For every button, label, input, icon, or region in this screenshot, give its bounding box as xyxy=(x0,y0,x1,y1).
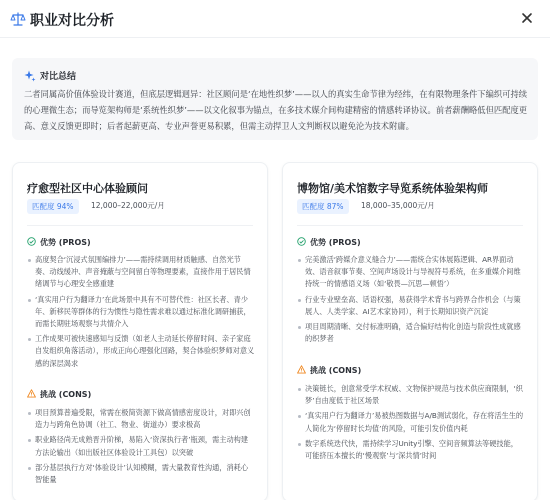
comparison-summary xyxy=(12,58,538,140)
salary-range: 12,000–22,000元/月 xyxy=(91,201,165,210)
divider xyxy=(297,225,523,226)
warning-triangle-icon xyxy=(27,389,36,398)
list-item: ‘真实用户行为翻译力’易被热图数据与A/B测试弱化，存在将活生生的人简化为‘停留时长均值’的风险，可能引发价值内耗 xyxy=(297,410,525,434)
check-circle-icon xyxy=(297,237,306,246)
list-item: 项目周期清晰、交付标准明确，适合偏好结构化创造与阶段性成就感的织梦者 xyxy=(297,321,525,345)
match-badge: 匹配度 87% xyxy=(297,199,349,214)
divider xyxy=(27,225,253,226)
list-item: 完美激活‘跨媒介意义缝合力’——需统合实体展陈逻辑、AR界面动效、语音叙事节奏、空间声场设计与导视符号系统，在多重媒介间维持统一的情感语义场（如‘敬畏—沉思—顿悟’） xyxy=(297,254,525,291)
list-item: 职业路径尚无成熟晋升阶梯，易陷入‘资深执行者’瓶颈，需主动构建方法论输出（如出版社区体验设计工具包）以突破 xyxy=(27,434,255,458)
sparkle-icon xyxy=(24,70,36,82)
cons-heading-label: 挑战 (CONS) xyxy=(310,366,362,375)
pros-heading xyxy=(297,237,361,248)
list-item: 决策链长，创意常受学术权威、文物保护规范与技术供应商限制，‘织梦’自由度低于社区场景 xyxy=(297,383,525,407)
salary-range: 18,000–35,000元/月 xyxy=(361,201,435,210)
pros-list xyxy=(297,254,525,348)
dialog-header xyxy=(0,0,550,38)
career-title: 博物馆/美术馆数字导览系统体验架构师 xyxy=(297,182,489,195)
list-item: 数字系统迭代快，需持续学习Unity引擎、空间音频算法等硬技能，可能挤压本擅长的‘慢观察’与‘深共情’时间 xyxy=(297,438,525,462)
cons-list xyxy=(297,383,525,465)
list-item: 项目预算普遍受限，常需在极简资源下做高情感密度设计，对即兴创造力与跨角色协调（社工、物业、街道办）要求极高 xyxy=(27,407,255,431)
list-item: 部分基层执行方对‘体验设计’认知模糊，需大量教育性沟通，消耗心智能量 xyxy=(27,462,255,486)
cons-heading-label: 挑战 (CONS) xyxy=(40,390,92,399)
list-item: 高度契合‘沉浸式氛围编排力’——需持续调用材质触感、自然光节奏、动线缓冲、声音掩蔽与空间留白等物理要素，直接作用于居民情绪调节与心理安全感重建 xyxy=(27,254,255,291)
pros-heading-label: 优势 (PROS) xyxy=(310,238,361,247)
list-item: 工作成果可被快速感知与反馈（如老人主动延长停留时间、亲子家庭自发组织角落活动），形成正向心理强化回路，契合体验织梦师对意义感的深层渴求 xyxy=(27,333,255,370)
pros-heading-label: 优势 (PROS) xyxy=(40,238,91,247)
list-item: 行业专业壁垒高、话语权强，易获得学术背书与跨界合作机会（与策展人、人类学家、AI艺术家协同），利于长期知识资产沉淀 xyxy=(297,294,525,318)
career-card-museum xyxy=(282,162,538,500)
career-card-community xyxy=(12,162,268,500)
pros-list xyxy=(27,254,255,373)
summary-text: 二者同属高价值体验设计赛道，但底层逻辑迥异：社区顾问是‘在地性织梦’——以人的真实生命节律为经纬，在有限物理条件下编织可持续的心理微生态；而导览架构师是‘系统性织梦’——以文化叙事为锚点，在多技术媒介间构建精密的情感转译协议。前者薪酬略低但匹配度更高、意义反馈更即时；后者起薪更高、专业声誉更易积累，但需主动捍卫人文判断权以避免沦为技术附庸。 xyxy=(24,89,528,131)
cons-list xyxy=(27,407,255,489)
list-item: ‘真实用户行为翻译力’在此场景中具有不可替代性：社区长者、青少年、新移民等群体的行为惯性与隐性需求难以通过标准化调研捕获，而需长期驻场观察与共情介入 xyxy=(27,294,255,331)
check-circle-icon xyxy=(27,237,36,246)
balance-scale-icon xyxy=(10,11,26,27)
close-icon[interactable] xyxy=(520,11,534,25)
pros-heading xyxy=(27,237,91,248)
career-title: 疗愈型社区中心体验顾问 xyxy=(27,182,148,195)
cons-heading xyxy=(297,365,361,376)
warning-triangle-icon xyxy=(297,365,306,374)
match-badge: 匹配度 94% xyxy=(27,199,79,214)
cons-heading xyxy=(27,389,91,400)
summary-title: 对比总结 xyxy=(40,72,77,82)
dialog-title: 职业对比分析 xyxy=(30,13,114,29)
